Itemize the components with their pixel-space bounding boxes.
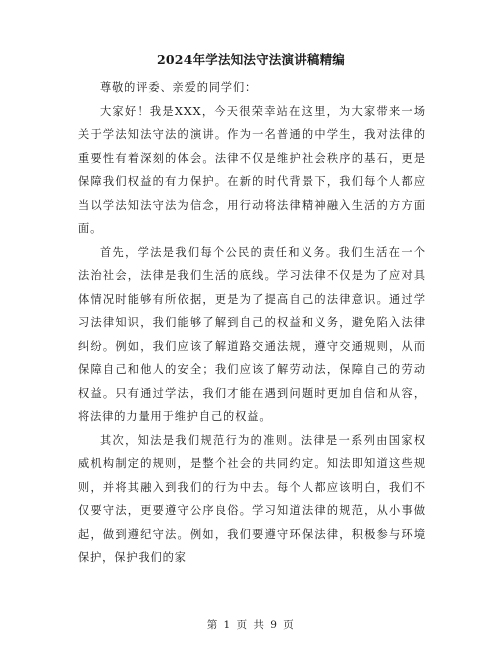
document-body — [78, 76, 426, 570]
document-title: 2024年学法知法守法演讲稿精编 — [157, 52, 345, 67]
paragraph-first-point: 首先，学法是我们每个公民的责任和义务。我们生活在一个法治社会，法律是我们生活的底线。学习法律不仅是为了应对具体情况时能够有所依据，更是为了提高自己的法律意识。通过学习法律知识，我们能够了解到自己的权益和义务，避免陷入法律纠纷。例如，我们应该了解道路交通法规，遵守交通规则，从而保障自己和他人的安全；我们应该了解劳动法，保障自己的劳动权益。只有通过学法，我们才能在遇到问题时更加自信和从容，将法律的力量用于维护自己的权益。 — [78, 245, 426, 423]
page-number-footer: 第 1 页 共 9 页 — [206, 619, 296, 631]
greeting-line: 尊敬的评委、亲爱的同学们： — [100, 81, 258, 94]
paragraph-second-point: 其次，知法是我们规范行为的准则。法律是一系列由国家权威机构制定的规则，是整个社会的共同约定。知法即知道这些规则，并将其融入到我们的行为中去。每个人都应该明白，我们不仅要守法，更要遵守公序良俗。学习知道法律的规范，从小事做起，做到遵纪守法。例如，我们要遵守环保法律，积极参与环境保护，保护我们的家 — [78, 433, 426, 564]
paragraph-intro: 大家好！我是XXX，今天很荣幸站在这里，为大家带来一场关于学法知法守法的演讲。作为一名普通的中学生，我对法律的重要性有着深刻的体会。法律不仅是维护社会秩序的基石，更是保障我们权益的有力保护。在新的时代背景下，我们每个人都应当以学法知法守法为信念，用行动将法律精神融入生活的方方面面。 — [78, 104, 426, 235]
